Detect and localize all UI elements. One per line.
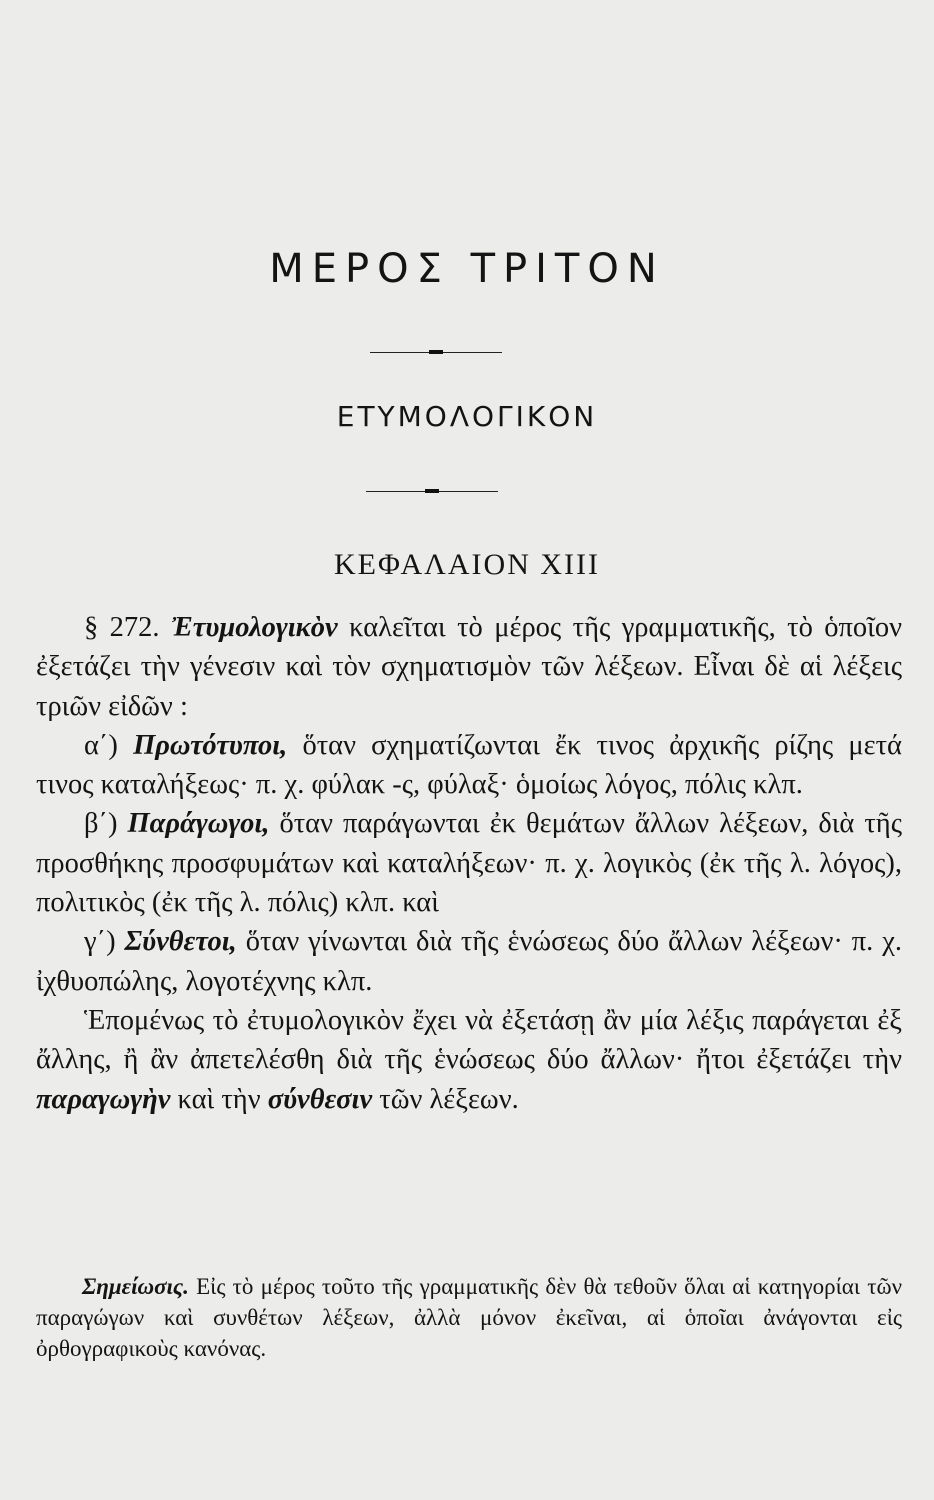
item-text: ὅταν γίνωνται διὰ τῆς ἑνώσεως δύο ἄλλων λέξεων· π. χ. ἰχθυοπώλης, λογοτέχνης κλπ.: [36, 926, 903, 997]
section-number: § 272.: [84, 612, 171, 643]
term-synthesis: σύνθεσιν: [267, 1083, 373, 1115]
item-label: γ΄): [84, 926, 125, 958]
note-label: Σημείωσις.: [82, 1274, 189, 1299]
list-item: [36, 726, 902, 805]
paragraph-definition: [36, 608, 902, 726]
paragraph-text: Ἑπομένως τὸ ἐτυμολογικὸν ἔχει νὰ ἐξετάσῃ ἂν μία λέξις παράγεται ἐξ ἄλλης, ἢ ἂν ἀπετελέσθη διὰ τῆς ἑνώσεως δύο ἄλλων· ἤτοι ἐξετάζει τὴν: [36, 1004, 902, 1076]
list-item: [36, 804, 902, 922]
item-label: α΄): [84, 729, 134, 761]
chapter-title: ΚΕΦΑΛΑΙΟΝ XIII: [333, 548, 601, 581]
term-syntheroi: Σύνθετοι,: [124, 926, 237, 958]
section-title: ΕΤΥΜΟΛΟΓΙΚΟΝ: [336, 400, 598, 433]
term-paragogi: παραγωγὴν: [36, 1083, 171, 1115]
list-item: [36, 922, 902, 1001]
rule-ornament: [425, 489, 439, 493]
item-text: ὅταν παράγωνται ἐκ θεμάτων ἄλλων λέξεων, διὰ τῆς προσθήκης προσφυμάτων καὶ καταλήξεων· π. χ. λογικὸς (ἐκ τῆς λ. λόγος), πολιτικὸς (ἐκ τῆς λ. πόλις) κλπ. καὶ: [36, 808, 902, 919]
paragraph-text: καλεῖται τὸ μέρος τῆς γραμματικῆς, τὸ ὁποῖον ἐξετάζει τὴν γένεσιν καὶ τὸν σχηματισμὸν τῶν λέξεων. Εἶναι δὲ αἱ λέξεις τριῶν εἰδῶν :: [36, 612, 902, 722]
ornamental-rule-bottom: [366, 491, 498, 492]
paragraph-text: καὶ τὴν: [170, 1083, 268, 1115]
item-text: ὅταν σχηματίζωνται ἔκ τινος ἀρχικῆς ρίζης μετά τινος καταλήξεως· π. χ. φύλακ -ς, φύλαξ· ὁμοίως λόγος, πόλις κλπ.: [36, 729, 902, 801]
paragraph-text: τῶν λέξεων.: [372, 1083, 519, 1115]
body-text: [36, 608, 902, 1119]
footnote: [36, 1271, 902, 1364]
note-text: Εἰς τὸ μέρος τοῦτο τῆς γραμματικῆς δὲν θὰ τεθοῦν ὅλαι αἱ κατηγορίαι τῶν παραγώγων καὶ συνθέτων λέξεων, ἀλλὰ μόνον ἐκεῖναι, αἱ ὁποῖαι ἀνάγονται εἰς ὀρθογραφικοὺς κανόνας.: [36, 1274, 902, 1361]
term-paragogoi: Παράγωγοι,: [127, 808, 270, 840]
note-paragraph: [36, 1271, 902, 1364]
term-etymologikon: Ἐτυμολογικὸν: [170, 612, 338, 643]
item-label: β΄): [84, 808, 128, 840]
part-title: ΜΕΡΟΣ ΤΡΙΤΟΝ: [269, 246, 665, 292]
term-prototypoi: Πρωτότυποι,: [133, 729, 288, 761]
rule-ornament: [429, 350, 443, 354]
paragraph-conclusion: [36, 1001, 902, 1119]
ornamental-rule-top: [370, 352, 502, 353]
